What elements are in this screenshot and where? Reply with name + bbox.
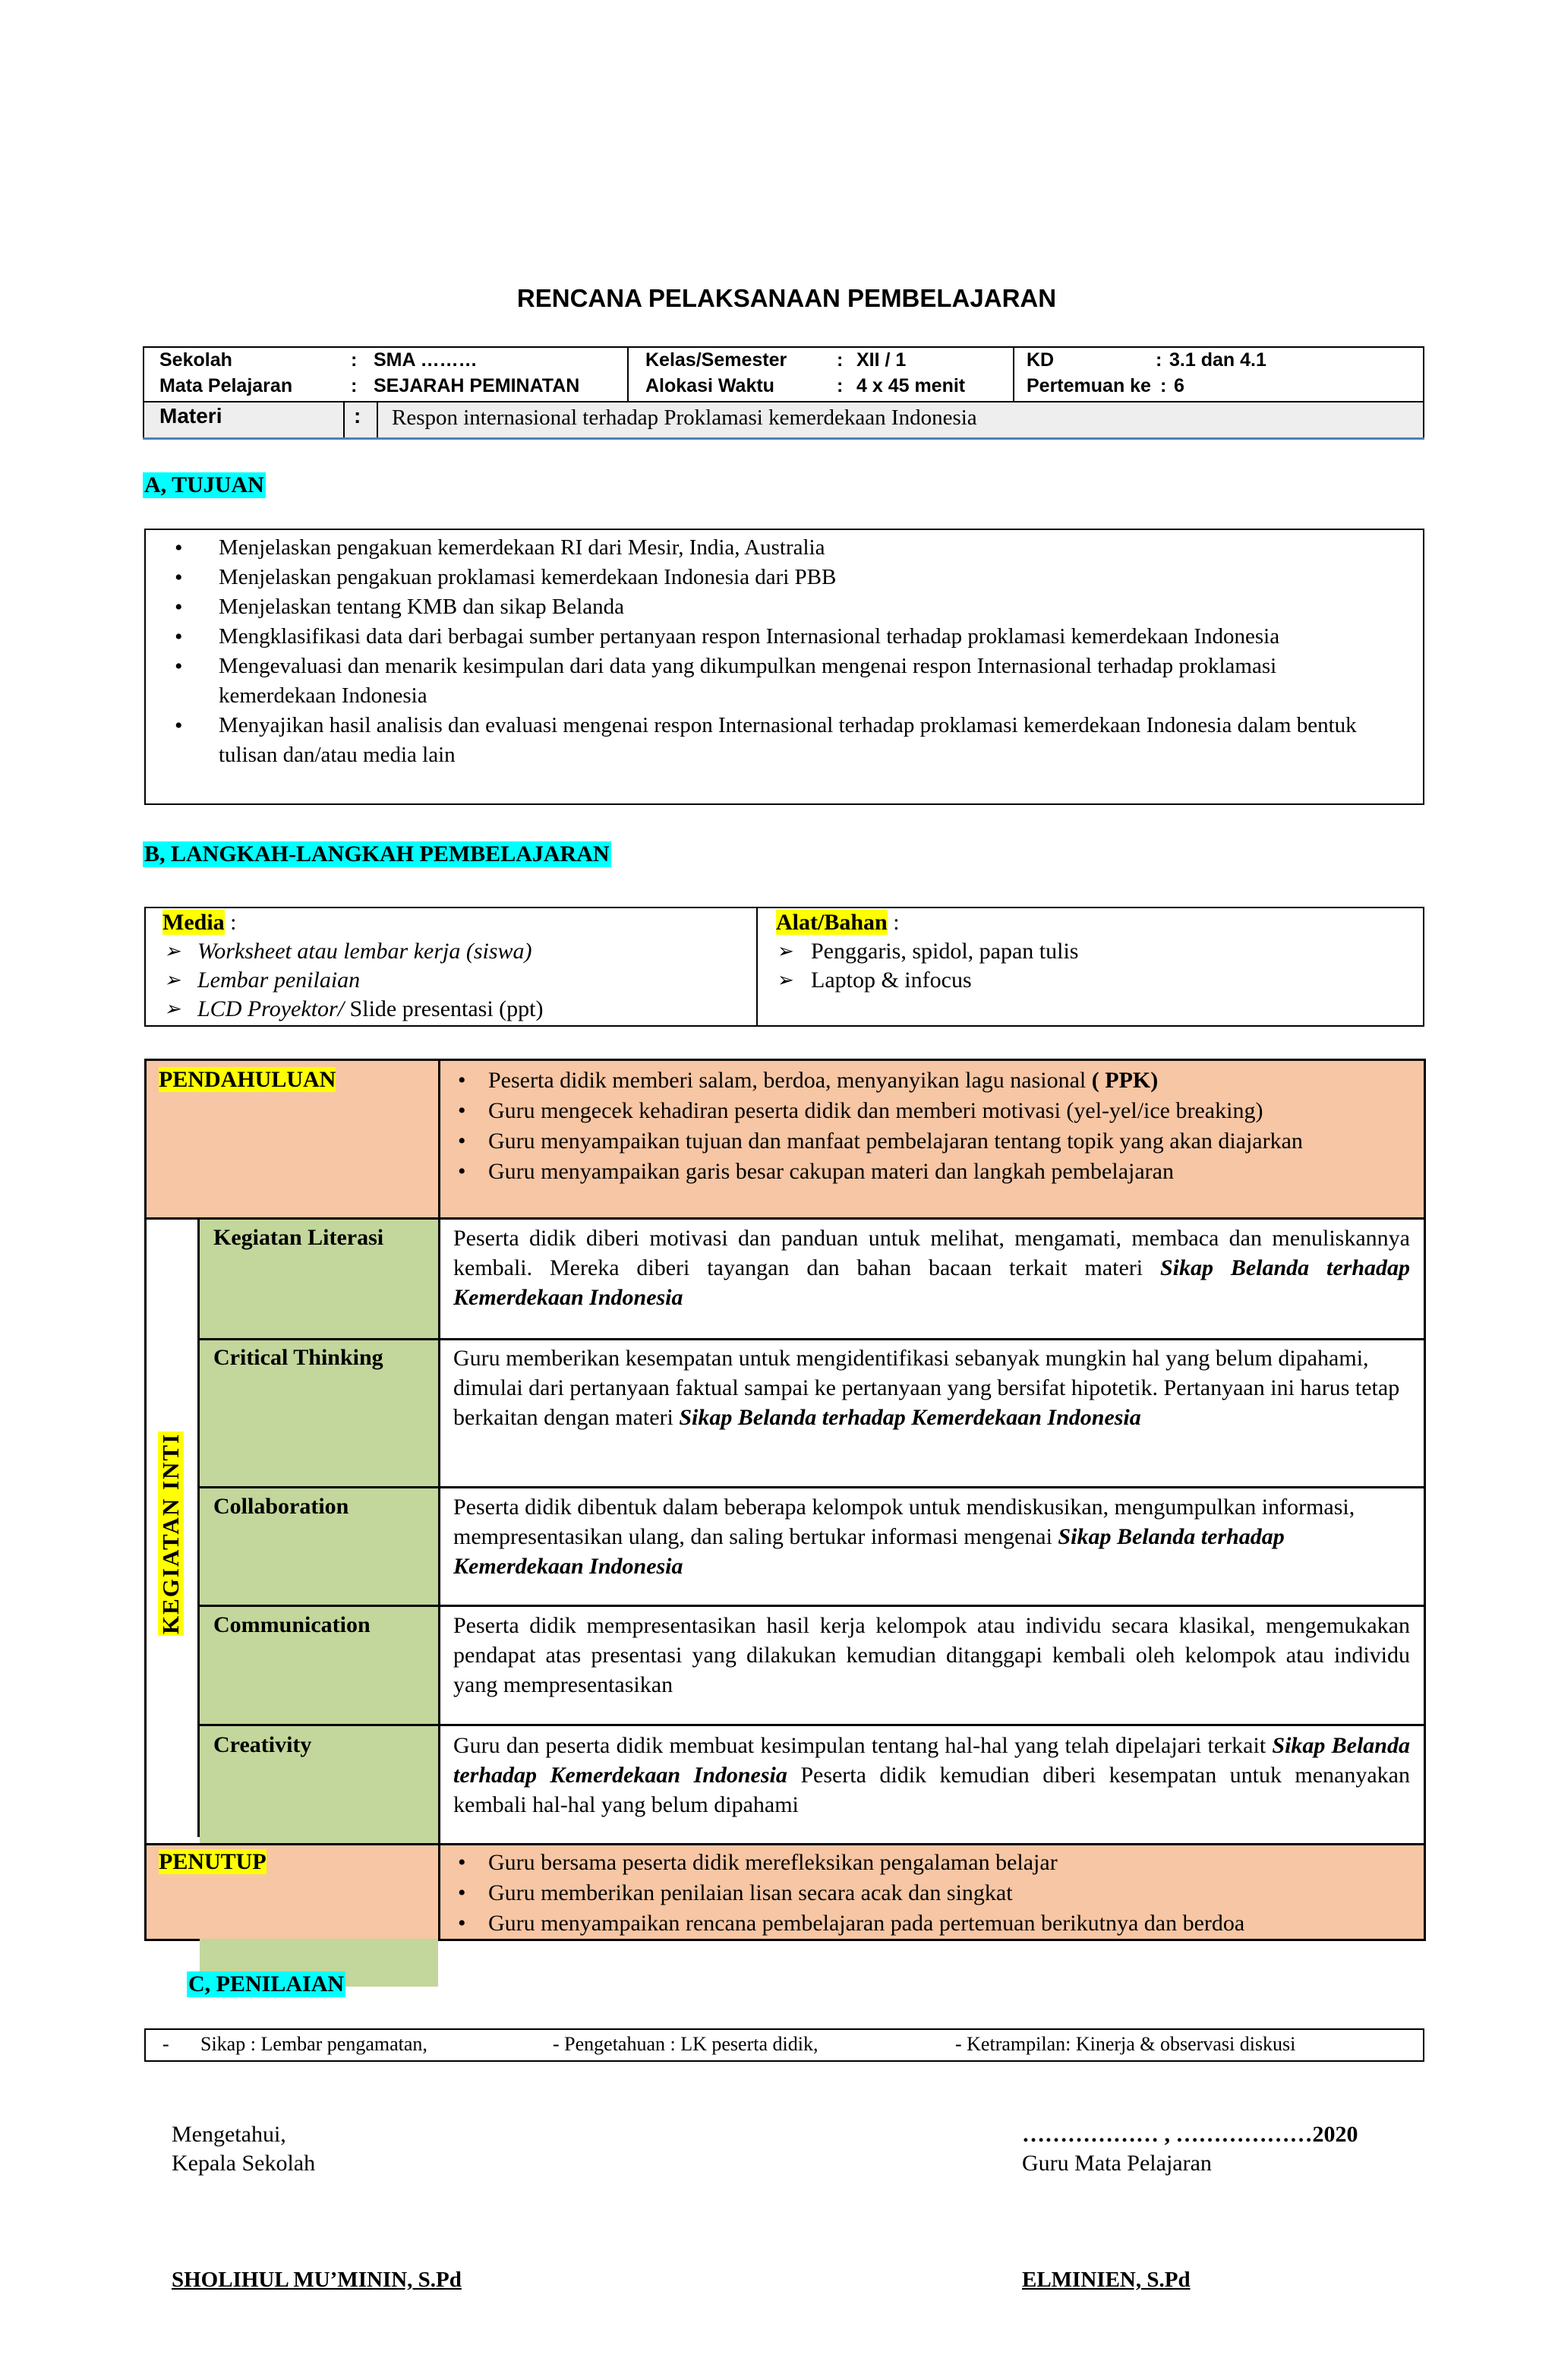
mapel-label: Mata Pelajaran (159, 375, 293, 396)
literasi-text: Peserta didik diberi motivasi dan panduan untuk melihat, mengamati, membaca dan menuliskannya kembali. Mereka diberi tayangan dan bahan bacaan terkait materi Sikap Belanda terhadap Kemerdekaan Indonesia (453, 1226, 1411, 1310)
materi-label: Materi (159, 404, 222, 428)
list-item: • Peserta didik memberi salam, berdoa, menyanyikan lagu nasional ( PPK) (444, 1065, 1416, 1096)
penutup-label: PENUTUP (159, 1849, 267, 1874)
critical-text: Guru memberikan kesempatan untuk mengidentifikasi sebanyak mungkin hal yang belum dipahami, dimulai dari pertanyaan faktual sampai ke pertanyaan yang bersifat hipotetik. Pertanyaan ini harus tetap berkaitan dengan materi Sikap Belanda terhadap Kemerdekaan Indonesia (453, 1346, 1400, 1430)
colon: : (887, 910, 900, 935)
list-item: ➢ Lembar penilaian (162, 966, 747, 995)
collaboration-label: Collaboration (213, 1494, 349, 1519)
communication-text: Peserta didik mempresentasikan hasil kerja kelompok atau individu secara klasikal, mengemukakan pendapat atas presentasi yang dilakukan kemudian ditanggapi kembali oleh kelompok atau individu yang mempresentasikan (453, 1613, 1410, 1697)
colon: : (1156, 349, 1162, 371)
list-item: ➢ LCD Proyektor/ Slide presentasi (ppt) (162, 995, 747, 1024)
section-b-heading: B, LANGKAH-LANGKAH PEMBELAJARAN (144, 841, 610, 866)
list-item: • Mengklasifikasi data dari berbagai sumber pertanyaan respon Internasional terhadap proklamasi kemerdekaan Indonesia (146, 622, 1393, 652)
penilaian-box (144, 2028, 1424, 2062)
media-label: Media (162, 910, 225, 935)
materi-row (144, 401, 1423, 437)
section-c-heading: C, PENILAIAN (188, 1971, 345, 1996)
pendahuluan-label: PENDAHULUAN (159, 1067, 336, 1092)
list-item: • Menjelaskan tentang KMB dan sikap Belanda (146, 592, 1393, 622)
creativity-text: Guru dan peserta didik membuat kesimpulan tentang hal-hal yang telah dipelajari terkait Sikap Belanda terhadap Kemerdekaan Indonesia Peserta didik kemudian diberi kesempatan untuk menanyakan kembali hal-hal yang belum dipahami (453, 1733, 1410, 1817)
colon: : (224, 910, 237, 935)
kegiatan-inti-label: KEGIATAN INTI (157, 1432, 184, 1634)
creativity-label: Creativity (213, 1732, 312, 1757)
kelas-label: Kelas/Semester (645, 349, 787, 371)
signature-left-line1: Mengetahui, (172, 2122, 286, 2147)
list-item: • Guru mengecek kehadiran peserta didik dan memberi motivasi (yel-yel/ice breaking) (444, 1096, 1416, 1126)
signature-date: ……………… , ………………2020 (1022, 2122, 1358, 2147)
list-item: ➢ Penggaris, spidol, papan tulis (776, 937, 1399, 966)
header-table (143, 346, 1424, 439)
list-item: • Menjelaskan pengakuan proklamasi kemerdekaan Indonesia dari PBB (146, 563, 1393, 592)
list-item: • Menyajikan hasil analisis dan evaluasi mengenai respon Internasional terhadap proklamasi kemerdekaan Indonesia dalam bentuk tulisan dan/atau media lain (146, 711, 1393, 770)
column-divider (756, 908, 758, 1025)
list-item: ➢ Worksheet atau lembar kerja (siswa) (162, 937, 747, 966)
mapel-value: SEJARAH PEMINATAN (374, 375, 580, 396)
colon: : (351, 349, 358, 371)
list-item: • Guru menyampaikan tujuan dan manfaat pembelajaran tentang topik yang akan diajarkan (444, 1126, 1416, 1157)
alokasi-value: 4 x 45 menit (856, 375, 966, 396)
kd-value: 3.1 dan 4.1 (1169, 349, 1266, 371)
penilaian-ketrampilan: - Ketrampilan: Kinerja & observasi diskusi (955, 2033, 1296, 2055)
signature-right-name: ELMINIEN, S.Pd (1022, 2268, 1191, 2292)
colon: : (354, 404, 361, 428)
media-box (144, 907, 1424, 1027)
sekolah-value: SMA ……… (374, 349, 478, 371)
pertemuan-value: 6 (1174, 375, 1184, 396)
list-item: • Mengevaluasi dan menarik kesimpulan dari data yang dikumpulkan mengenai respon Internasional terhadap proklamasi kemerdekaan Indonesia (146, 652, 1393, 711)
penilaian-pengetahuan: - Pengetahuan : LK peserta didik, (553, 2033, 819, 2055)
collaboration-text: Peserta didik dibentuk dalam beberapa kelompok untuk mendiskusikan, mengumpulkan informasi, mempresentasikan ulang, dan saling bertukar informasi mengenai Sikap Belanda terhadap Kemerdekaan Indonesia (453, 1495, 1355, 1579)
list-item: • Guru memberikan penilaian lisan secara acak dan singkat (444, 1878, 1416, 1908)
dash: - (162, 2033, 169, 2055)
list-item: • Menjelaskan pengakuan kemerdekaan RI dari Mesir, India, Australia (146, 533, 1393, 563)
colon: : (837, 375, 844, 396)
materi-value: Respon internasional terhadap Proklamasi kemerdekaan Indonesia (392, 406, 977, 430)
communication-label: Communication (213, 1612, 371, 1637)
sekolah-label: Sekolah (159, 349, 232, 371)
signature-right-line2: Guru Mata Pelajaran (1022, 2151, 1212, 2176)
kd-label: KD (1027, 349, 1055, 371)
colon: : (837, 349, 844, 371)
critical-label: Critical Thinking (213, 1345, 383, 1370)
tujuan-list-box (144, 529, 1424, 805)
signature-left-line2: Kepala Sekolah (172, 2151, 316, 2176)
list-item: • Guru menyampaikan garis besar cakupan materi dan langkah pembelajaran (444, 1157, 1416, 1187)
list-item: ➢ Laptop & infocus (776, 966, 1399, 995)
list-item: • Guru bersama peserta didik merefleksikan pengalaman belajar (444, 1848, 1416, 1878)
kelas-value: XII / 1 (856, 349, 907, 371)
signature-left-name: SHOLIHUL MU’MININ, S.Pd (172, 2268, 462, 2292)
alokasi-label: Alokasi Waktu (645, 375, 774, 396)
header-underline (143, 437, 1424, 440)
pertemuan-label: Pertemuan ke (1027, 375, 1151, 396)
section-a-heading: A, TUJUAN (144, 472, 264, 497)
penilaian-sikap: Sikap : Lembar pengamatan, (200, 2033, 427, 2055)
list-item: • Guru menyampaikan rencana pembelajaran pada pertemuan berikutnya dan berdoa (444, 1908, 1416, 1939)
colon: : (351, 375, 358, 396)
page-title: RENCANA PELAKSANAAN PEMBELAJARAN (516, 284, 1057, 312)
colon: : (1160, 375, 1167, 396)
literasi-label: Kegiatan Literasi (213, 1225, 384, 1250)
alat-label: Alat/Bahan (776, 910, 888, 935)
activity-table (144, 1059, 1426, 1941)
